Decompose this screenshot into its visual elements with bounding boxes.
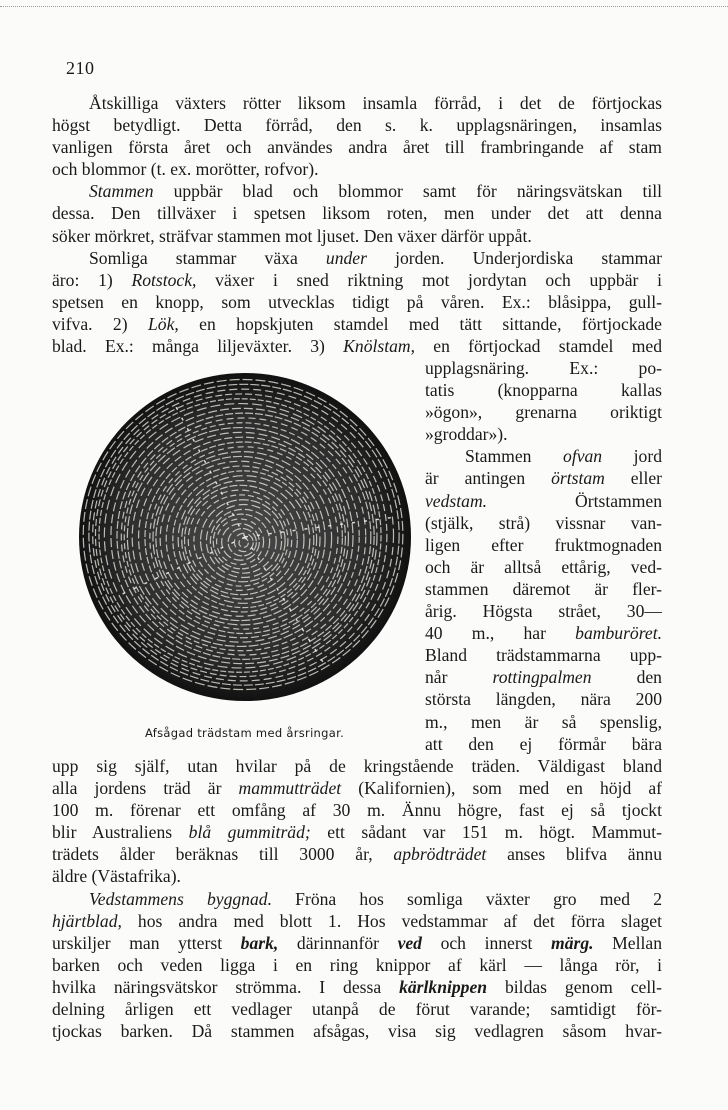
text-line [52, 888, 662, 910]
text-line: »ögon», grenarna oriktigt [425, 402, 662, 423]
text-run: 40 m., har [425, 623, 576, 644]
text-run: Fröna hos somliga växter gro med 2 [271, 888, 662, 909]
text-line [52, 335, 662, 357]
text-run: (Kalifornien), som med en höjd af [341, 778, 662, 799]
bold-italic-term: ved [397, 932, 422, 953]
text-line [425, 622, 662, 644]
italic-term: rottingpalmen [492, 667, 592, 688]
text-run: urskiljer man ytterst [52, 932, 241, 953]
text-line: upp sig själf, utan hvilar på de kringstående träden. Väldigast bland [52, 756, 662, 776]
text-line [52, 932, 662, 954]
text-line: årig. Högsta strået, 30— [425, 601, 662, 622]
text-run: alla jordens träd är [52, 778, 239, 799]
text-line: att den ej förmår bära [425, 733, 662, 754]
text-line [52, 180, 662, 202]
italic-term: Lök, [147, 313, 179, 334]
text-run: når [425, 667, 493, 688]
text-run: uppbär blad och blommor samt för näringsvätskan till [153, 181, 662, 202]
paragraph-block-bottom [52, 755, 662, 1042]
text-line: högst betydligt. Detta förråd, den s. k. upplagsnäringen, insamlas [52, 115, 662, 136]
text-run: och innerst [421, 932, 552, 953]
paragraph-block-side [425, 357, 662, 755]
text-run: blir Australiens [52, 822, 189, 843]
italic-term: Rotstock, [131, 269, 197, 290]
italic-term: blå gummiträd; [188, 822, 311, 843]
text-run: Stammen [465, 446, 564, 467]
text-line: 100 m. förenar ett omfång af 30 m. Ännu högre, fast ej så tjockt [52, 800, 662, 821]
italic-term: mammutträdet [238, 778, 342, 799]
text-line [425, 445, 662, 467]
text-line [425, 467, 662, 489]
italic-term: vedstam. [425, 490, 488, 511]
text-line: äldre (Västafrika). [52, 866, 181, 887]
text-run: växer i sned riktning mot jordytan och uppbär i [196, 269, 662, 290]
bold-italic-term: bark, [240, 932, 279, 953]
figure-caption: Afsågad trädstam med årsringar. [145, 726, 345, 740]
text-run: en förtjockad stamdel med [415, 336, 662, 357]
text-run: Somliga stammar växa [89, 247, 326, 268]
text-line: stammen däremot är fler- [425, 578, 662, 599]
text-run: därinnanför [278, 932, 398, 953]
text-line: och blommor (t. ex. morötter, rofvor). [52, 159, 319, 180]
text-run: bildas genom cell- [487, 976, 662, 997]
text-run: äro: 1) [52, 269, 132, 290]
text-line [52, 269, 662, 291]
text-run: hvilka näringsvätskor strömma. I dessa [52, 976, 400, 997]
text-line [52, 976, 662, 998]
text-line [52, 313, 662, 335]
italic-term: hjärtblad, [52, 910, 122, 931]
text-line: Åtskilliga växters rötter liksom insamla förråd, i det de förtjockas [89, 93, 662, 113]
italic-term: Stammen [89, 181, 154, 202]
text-run: jord [602, 446, 662, 467]
text-line: (stjälk, strå) vissnar van- [425, 512, 662, 533]
top-rule [0, 6, 728, 7]
text-line: spetsen en knopp, som utvecklas tidigt på våren. Ex.: blåsippa, gull- [52, 291, 662, 312]
text-line: och är alltså ettårig, ved- [425, 556, 662, 577]
text-line: största längden, nära 200 [425, 689, 662, 710]
text-line [52, 821, 662, 843]
text-run: Örtstammen [487, 490, 662, 511]
text-run: Mellan [593, 932, 662, 953]
text-line: Bland trädstammarna upp- [425, 645, 662, 666]
italic-term: bamburöret. [575, 623, 662, 644]
text-line: m., men är så spenslig, [425, 711, 662, 732]
italic-term: Knölstam, [343, 336, 416, 357]
text-run: hos andra med blott 1. Hos vedstammar af det förra slaget [121, 910, 662, 931]
text-line: vanligen första året och användes andra året till frambringande af stam [52, 137, 662, 158]
text-line: »groddar»). [425, 424, 508, 445]
italic-term: Vedstammens byggnad. [89, 888, 272, 909]
tree-trunk-cross-section-image [76, 367, 414, 705]
text-line: upplagsnäring. Ex.: po- [425, 358, 662, 378]
text-line: barken och veden ligga i en ring knippor af kärl — långa rör, i [52, 954, 662, 975]
text-line: delning årligen ett vedlager utanpå de förut varande; samtidigt för- [52, 999, 662, 1020]
text-line: ligen efter fruktmognaden [425, 534, 662, 555]
text-run: anses blifva ännu [486, 844, 662, 865]
text-run: är antingen [425, 468, 552, 489]
text-run: den [591, 667, 662, 688]
text-line [52, 247, 662, 269]
text-run: en hopskjuten stamdel med tätt sittande, förtjockade [178, 313, 662, 334]
text-line [52, 843, 662, 865]
text-line: tjockas barken. Då stammen afsågas, visa sig vedlagren såsom hvar- [52, 1021, 662, 1042]
text-line [425, 490, 662, 512]
italic-term: ofvan [563, 446, 603, 467]
bold-italic-term: kärlknippen [399, 976, 488, 997]
text-line [52, 777, 662, 799]
text-line [52, 910, 662, 932]
text-run: jorden. Underjordiska stammar [366, 247, 662, 268]
text-line: tatis (knopparna kallas [425, 380, 662, 401]
text-run: trädets ålder beräknas till 3000 år, [52, 844, 394, 865]
text-run: vifva. 2) [52, 313, 148, 334]
text-run: eller [604, 468, 662, 489]
italic-term: under [325, 247, 367, 268]
text-line: söker mörkret, sträfvar stammen mot ljuset. Den växer därför uppåt. [52, 225, 532, 246]
page-number: 210 [66, 58, 95, 78]
italic-term: örtstam [551, 468, 605, 489]
text-line: dessa. Den tillväxer i spetsen liksom roten, men under det att denna [52, 203, 662, 224]
italic-term: apbrödträdet [393, 844, 487, 865]
text-run: ett sådant var 151 m. högt. Mammut- [310, 822, 662, 843]
paragraph-block-top [52, 92, 662, 357]
text-run: blad. Ex.: många liljeväxter. 3) [52, 336, 344, 357]
bold-italic-term: märg. [551, 932, 594, 953]
text-line [425, 666, 662, 688]
